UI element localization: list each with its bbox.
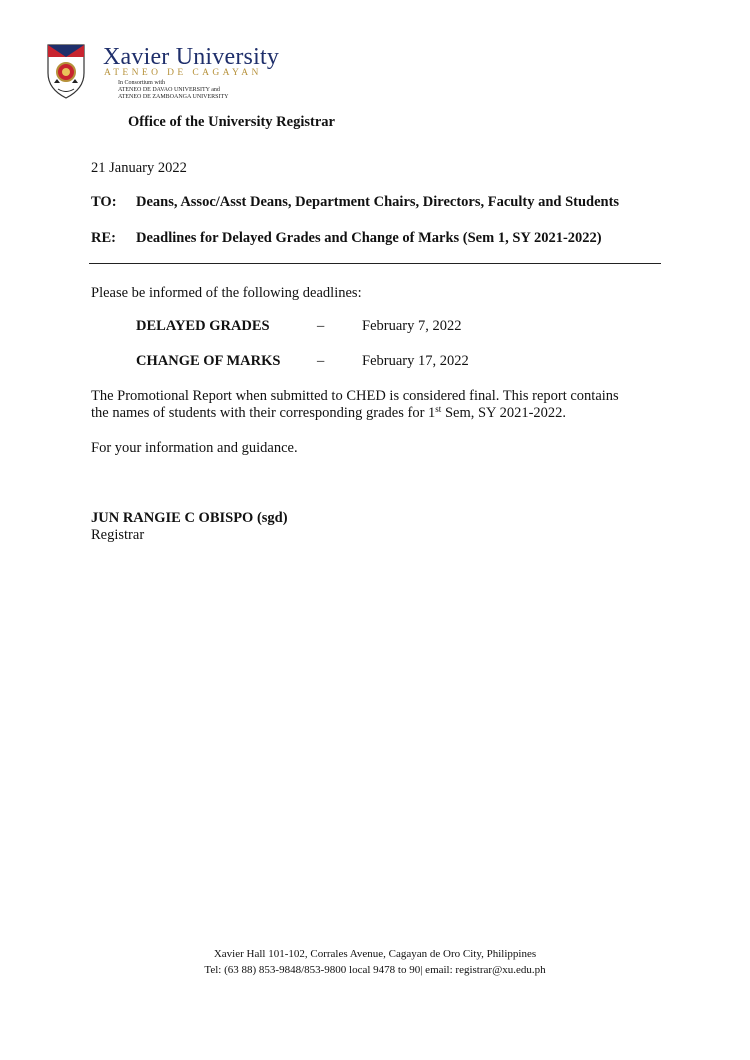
re-label: RE: bbox=[91, 230, 116, 246]
deadline-name: CHANGE OF MARKS bbox=[136, 353, 281, 369]
university-seal-icon bbox=[46, 43, 86, 99]
footer-address: Xavier Hall 101-102, Corrales Avenue, Cagayan de Oro City, Philippines bbox=[213, 948, 537, 960]
ordinal-superscript: st bbox=[435, 404, 442, 414]
office-title: Office of the University Registrar bbox=[128, 114, 335, 130]
re-subject: Deadlines for Delayed Grades and Change of Marks (Sem 1, SY 2021-2022) bbox=[136, 230, 602, 246]
signatory-name: JUN RANGIE C OBISPO (sgd) bbox=[91, 510, 288, 526]
deadline-date: February 7, 2022 bbox=[362, 318, 462, 334]
header-divider bbox=[89, 263, 661, 264]
deadline-dash: – bbox=[317, 353, 325, 369]
university-logo bbox=[46, 43, 296, 103]
deadline-dash: – bbox=[317, 318, 325, 334]
intro-text: Please be informed of the following deadlines: bbox=[91, 285, 362, 301]
deadline-date: February 17, 2022 bbox=[362, 353, 469, 369]
paragraph-text-post: Sem, SY 2021-2022. bbox=[441, 405, 567, 421]
body-paragraph-line-1: The Promotional Report when submitted to CHED is considered final. This report contains bbox=[91, 388, 619, 404]
signatory-title: Registrar bbox=[91, 527, 145, 543]
consortium-line-2: ATENEO DE ZAMBOANGA UNIVERSITY bbox=[118, 94, 229, 100]
university-subtitle: ATENEO DE CAGAYAN bbox=[104, 68, 262, 78]
to-label: TO: bbox=[91, 194, 117, 210]
consortium-intro: In Consortium with bbox=[118, 80, 166, 86]
body-paragraph-line-2 bbox=[91, 404, 566, 422]
deadline-name: DELAYED GRADES bbox=[136, 318, 270, 334]
closing-text: For your information and guidance. bbox=[91, 440, 298, 456]
memo-date: 21 January 2022 bbox=[91, 160, 187, 176]
university-name: Xavier University bbox=[103, 44, 280, 70]
footer-contact: Tel: (63 88) 853-9848/853-9800 local 9478 to 90| email: registrar@xu.edu.ph bbox=[204, 964, 546, 976]
to-recipients: Deans, Assoc/Asst Deans, Department Chairs, Directors, Faculty and Students bbox=[136, 194, 620, 210]
consortium-line-1: ATENEO DE DAVAO UNIVERSITY and bbox=[118, 87, 220, 93]
paragraph-text-pre: the names of students with their corresponding grades for 1 bbox=[91, 405, 436, 421]
